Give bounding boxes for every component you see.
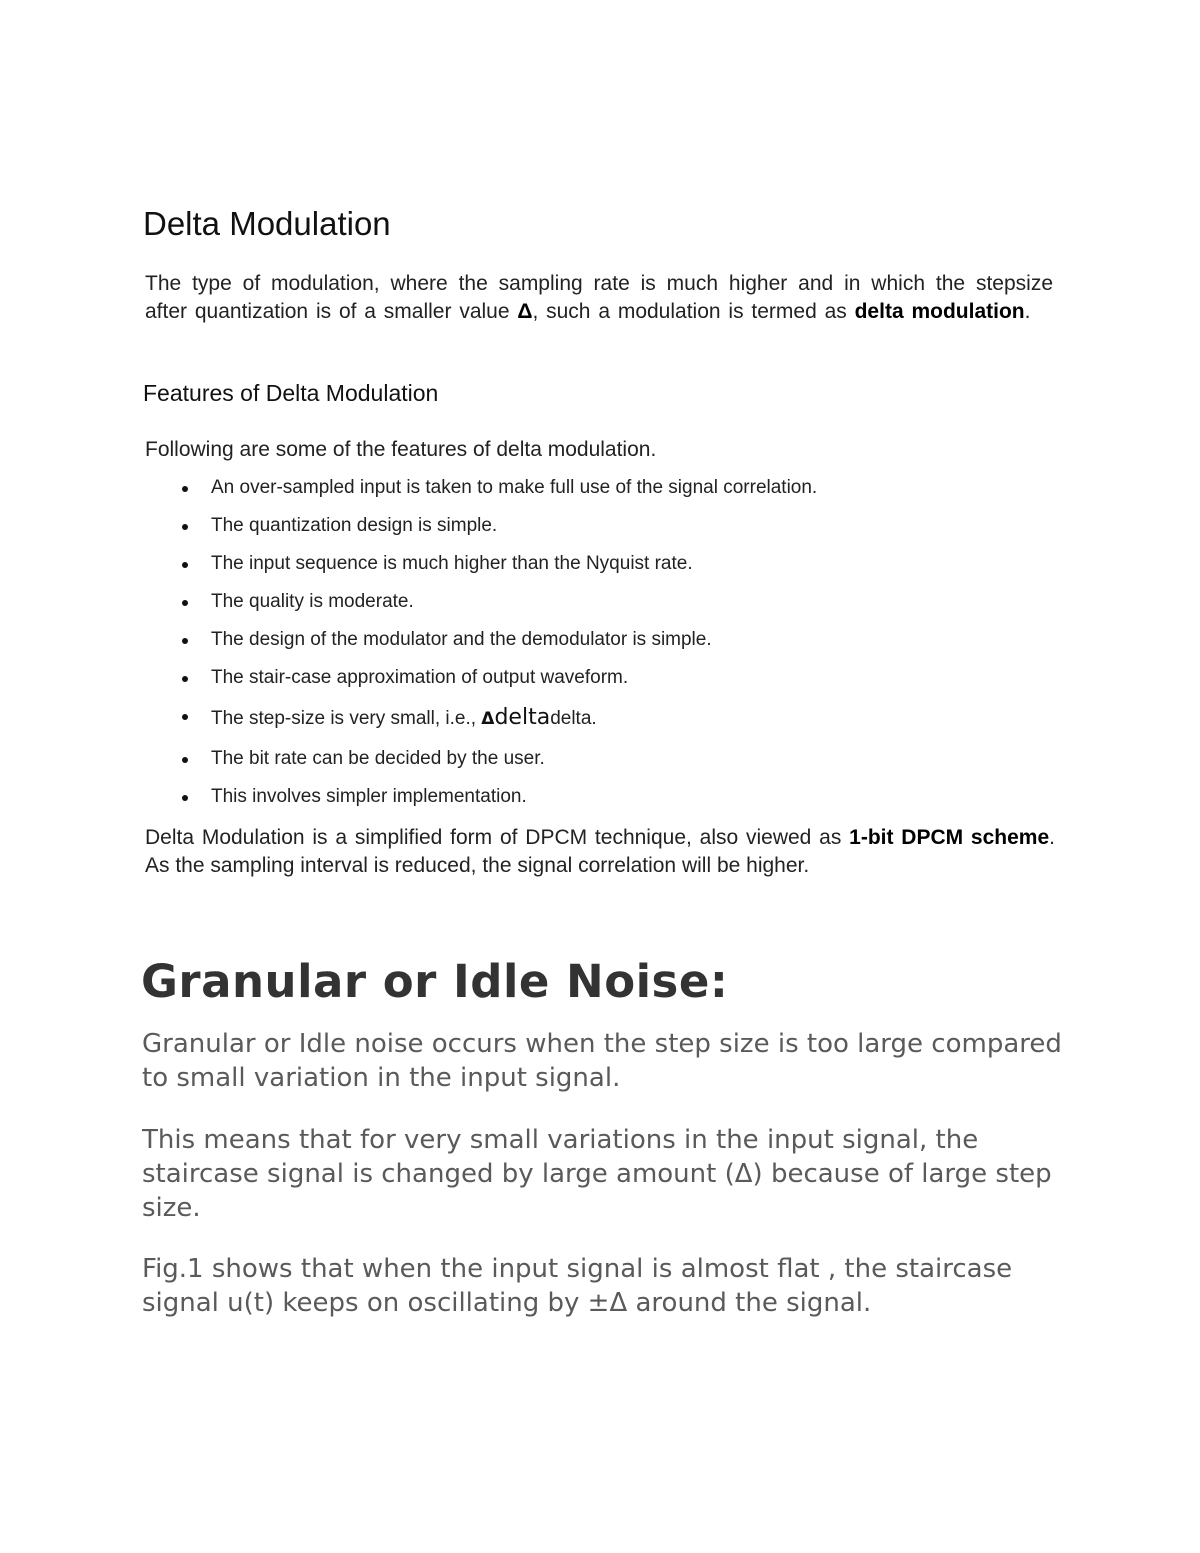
intro-bold-term: delta modulation [854,300,1025,323]
intro-delta-symbol: Δ [517,300,533,323]
list-item: The quantization design is simple. [145,515,817,537]
section-title: Delta Modulation [143,205,391,242]
summary-bold-term: 1-bit DPCM scheme [849,826,1050,849]
feature-list [145,477,817,808]
intro-text-3: . [1024,300,1031,323]
list-item: The stair-case approximation of output waveform. [145,667,817,689]
summary-paragraph: Delta Modulation is a simplified form of DPCM technique, also viewed as 1-bit DPCM scheme. As the sampling interval is reduced, the signal correlation will be higher. [145,826,1055,877]
intro-text-2: , such a modulation is termed as [532,300,855,323]
list-item: The step-size is very small, i.e., Δdeltadelta. [145,705,817,732]
noise-heading: Granular or Idle Noise: [141,955,729,1008]
features-heading: Features of Delta Modulation [143,380,439,406]
noise-paragraph-2: This means that for very small variations in the input signal, the staircase signal is changed by large amount (Δ) because of large step size. [142,1125,1052,1223]
list-item: The design of the modulator and the demodulator is simple. [145,629,817,651]
list-item: An over-sampled input is taken to make full use of the signal correlation. [145,477,817,499]
list-item: This involves simpler implementation. [145,786,817,808]
delta-word: delta [494,705,551,730]
features-lead: Following are some of the features of delta modulation. [145,438,657,461]
noise-paragraph-1: Granular or Idle noise occurs when the step size is too large compared to small variation in the input signal. [142,1029,1062,1093]
noise-paragraph-3: Fig.1 shows that when the input signal is almost flat , the staircase signal u(t) keeps on oscillating by ±Δ around the signal. [142,1254,1013,1318]
delta-symbol: Δ [481,709,495,729]
intro-text-1: The type of modulation, where the sampling rate is much higher and in which the stepsize after quantization is of a smaller value [145,272,1053,323]
list-item: The quality is moderate. [145,591,817,613]
intro-paragraph [145,270,1053,326]
list-item: The input sequence is much higher than the Nyquist rate. [145,553,817,575]
list-item: The bit rate can be decided by the user. [145,748,817,770]
